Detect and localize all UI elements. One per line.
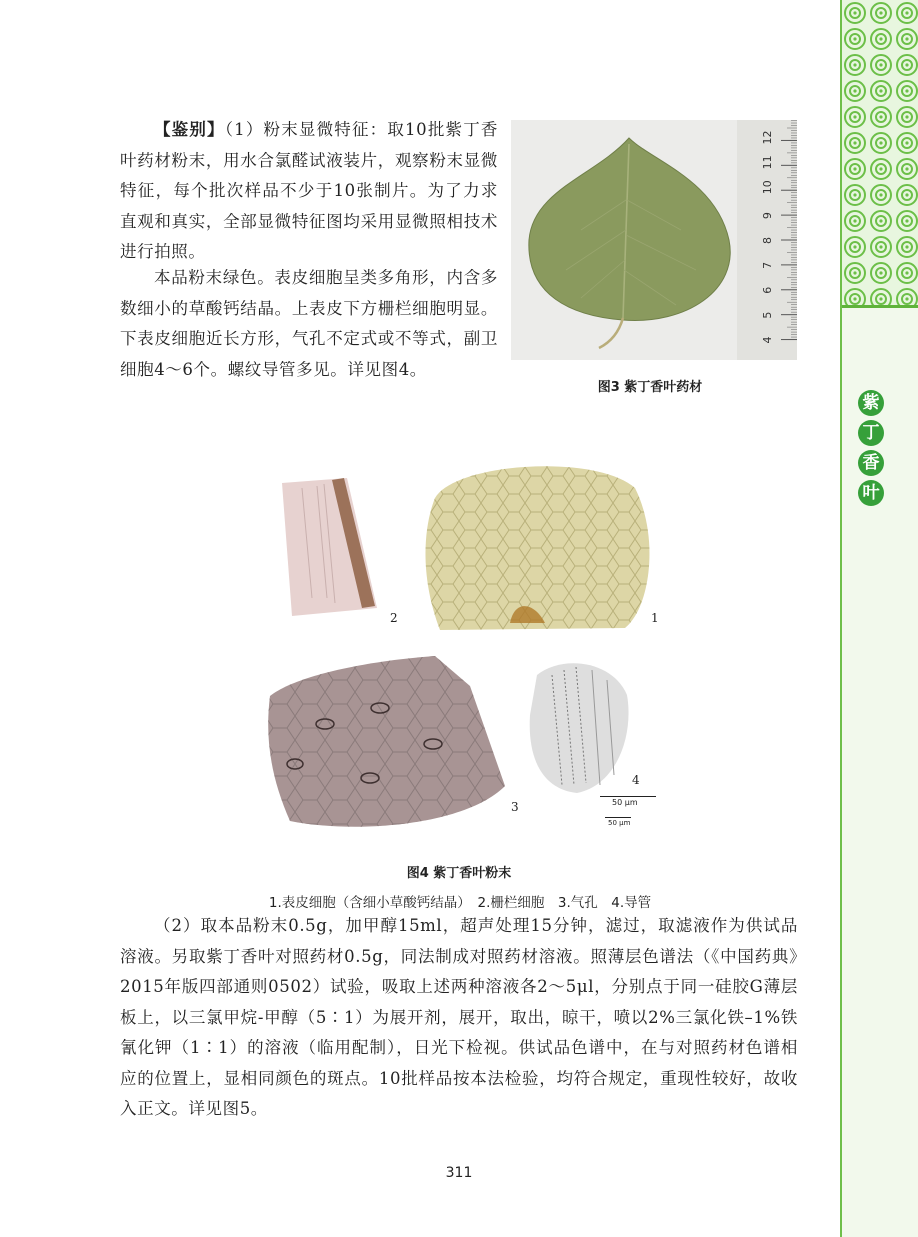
micrograph-vessel bbox=[522, 655, 634, 795]
figure4-label-2: 2 bbox=[390, 611, 398, 625]
chapter-char: 香 bbox=[858, 450, 884, 476]
decorative-pattern bbox=[842, 0, 918, 308]
scale-bar-label-small: 50 μm bbox=[608, 819, 631, 827]
figure4-legend: 1.表皮细胞（含细小草酸钙结晶） 2.栅栏细胞 3.气孔 4.导管 bbox=[268, 895, 652, 911]
chapter-char: 叶 bbox=[858, 480, 884, 506]
figure4-label-1: 1 bbox=[651, 611, 659, 625]
swirl-pattern-icon bbox=[842, 0, 918, 305]
paragraph-text: （1）粉末显微特征：取10批紫丁香叶药材粉末，用水合氯醛试液装片，观察粉末显微特征，每个批次样品不少于10张制片。为了力求直观和真实，全部显微特征图均采用显微照相技术进行拍照。 bbox=[120, 120, 498, 261]
figure3-photo bbox=[511, 120, 797, 360]
ruler-tick-label: 8 bbox=[761, 237, 774, 244]
palisade-cells-image bbox=[272, 478, 380, 618]
page-number: 311 bbox=[445, 1165, 473, 1181]
figure4-label-4: 4 bbox=[632, 773, 640, 787]
ruler-tick-label: 9 bbox=[761, 212, 774, 220]
chapter-title bbox=[858, 390, 892, 510]
chapter-char: 紫 bbox=[858, 390, 884, 416]
ruler-tick-label: 10 bbox=[761, 180, 774, 195]
figure4-label-3: 3 bbox=[511, 800, 519, 814]
micrograph-stomata bbox=[265, 656, 520, 834]
ruler-tick-label: 11 bbox=[761, 155, 774, 170]
figure3-caption: 图3 紫丁香叶药材 bbox=[597, 380, 703, 395]
ruler-tick-label: 6 bbox=[761, 286, 774, 294]
stomata-cells-image bbox=[265, 656, 520, 834]
epidermis-cells-image bbox=[415, 458, 655, 636]
section-heading: 【鉴别】 bbox=[154, 120, 225, 139]
ruler-tick-label: 12 bbox=[761, 130, 774, 145]
micrograph-palisade bbox=[272, 478, 380, 618]
ruler-tick-label: 5 bbox=[761, 311, 774, 319]
figure4-caption: 图4 紫丁香叶粉末 bbox=[406, 866, 512, 881]
chapter-char: 丁 bbox=[858, 420, 884, 446]
powder-description-paragraph: 本品粉末绿色。表皮细胞呈类多角形，内含多数细小的草酸钙结晶。上表皮下方栅栏细胞明显。下表皮细胞近长方形，气孔不定式或不等式，副卫细胞4～6个。螺纹导管多见。详见图4。 bbox=[120, 268, 498, 379]
micrograph-epidermis bbox=[415, 458, 655, 636]
ruler-tick-label: 4 bbox=[761, 336, 774, 344]
ruler-tick-label: 7 bbox=[761, 261, 774, 269]
chapter-sidebar bbox=[840, 0, 918, 1237]
identification-paragraph bbox=[120, 115, 498, 268]
scale-bar-line bbox=[600, 796, 656, 797]
leaf-icon bbox=[511, 120, 797, 360]
tlc-paragraph: （2）取本品粉末0.5g，加甲醇15ml，超声处理15分钟，滤过，取滤液作为供试品溶液。另取紫丁香叶对照药材0.5g，同法制成对照药材溶液。照薄层色谱法（《中国药典》2015年版四部通则0502）试验，吸取上述两种溶液各2～5μl，分别点于同一硅胶G薄层板上，以三氯甲烷-甲醇（5∶1）为展开剂，展开，取出，晾干，喷以2%三氯化铁–1%铁氰化钾（1∶1）的溶液（临用配制），日光下检视。供试品色谱中，在与对照药材色谱相应的位置上，显相同颜色的斑点。10批样品按本法检验，均符合规定，重现性较好，故收入正文。详见图5。 bbox=[120, 916, 798, 1118]
scale-bar-label: 50 μm bbox=[612, 798, 638, 807]
vessel-cells-image bbox=[522, 655, 634, 795]
scale-bar-line-small bbox=[605, 817, 631, 818]
